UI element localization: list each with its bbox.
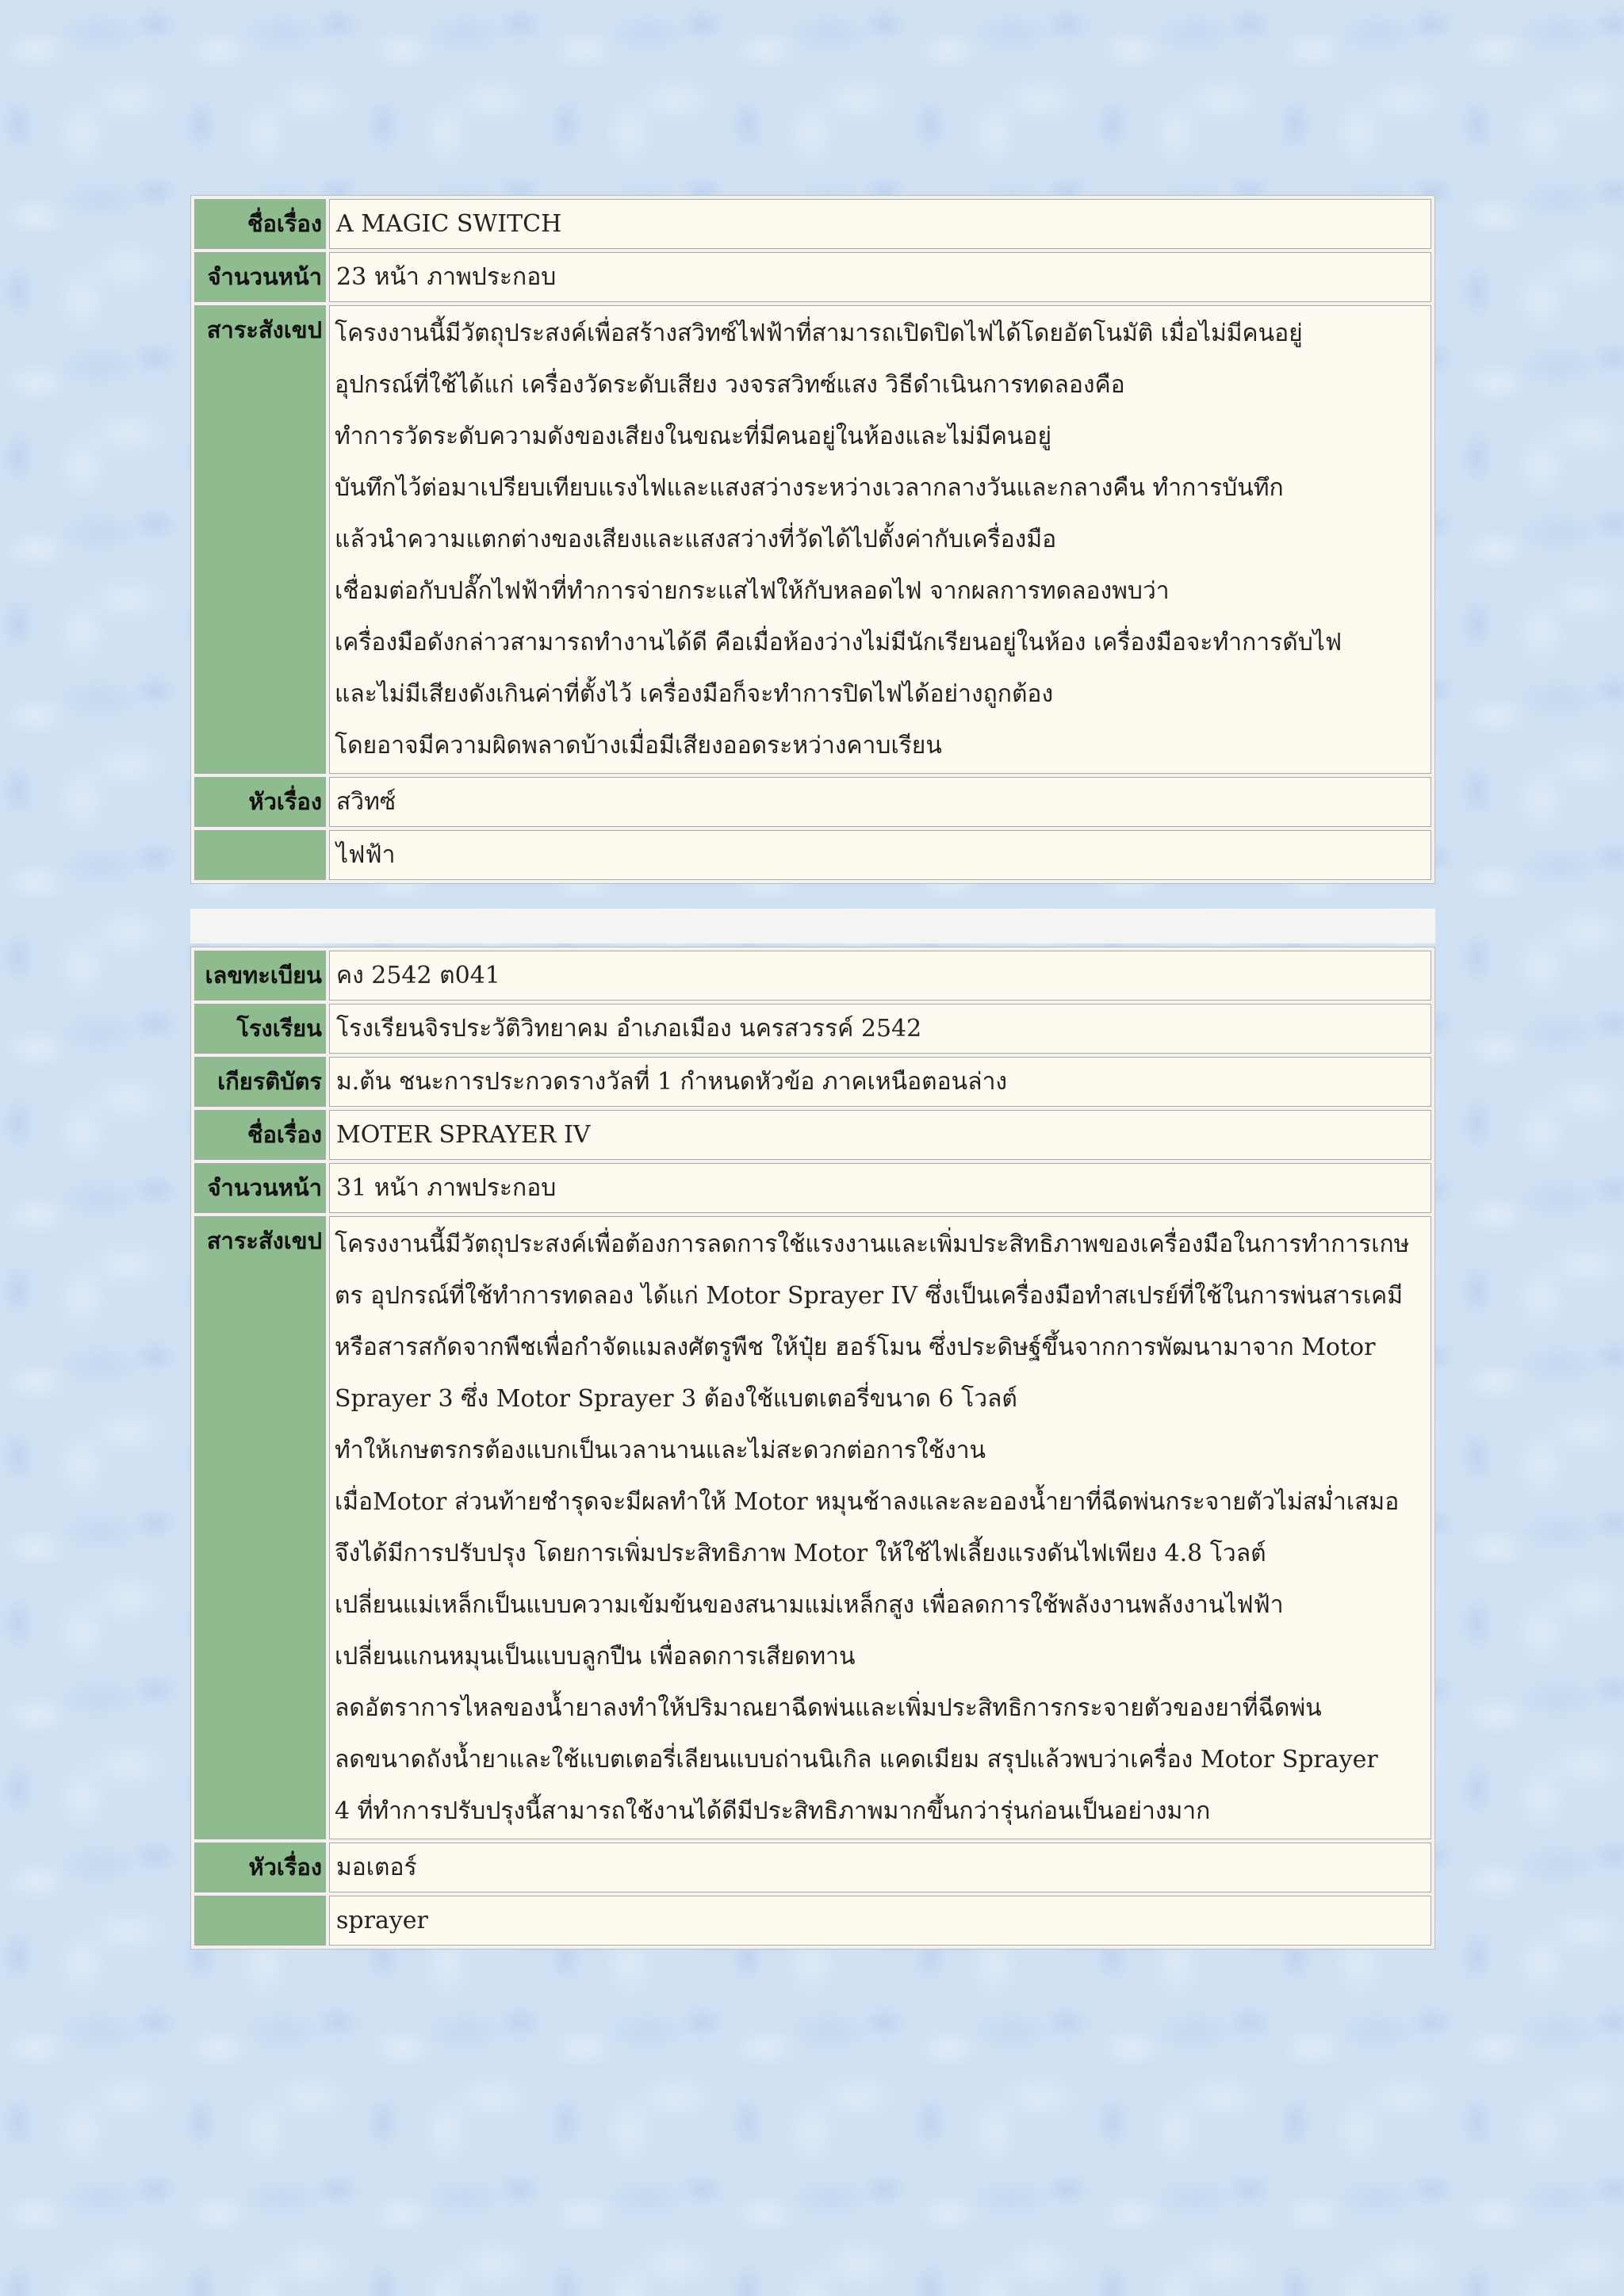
abstract-label: สาระสังเขป — [194, 1216, 326, 1839]
school-label: โรงเรียน — [194, 1004, 326, 1054]
record-2-award-row — [194, 1057, 1431, 1107]
record-2-subject-row-2 — [194, 1896, 1431, 1946]
record-2-table — [190, 947, 1435, 1950]
record-separator — [190, 909, 1435, 943]
call-number-label: เลขทะเบียน — [194, 951, 326, 1001]
abstract-line: ทำการวัดระดับความดังของเสียงในขณะที่มีคนอยู่ในห้องและไม่มีคนอยู่ — [335, 423, 1052, 450]
abstract-line: Sprayer 3 ซึ่ง Motor Sprayer 3 ต้องใช้แบตเตอรี่ขนาด 6 โวลต์ — [335, 1385, 1017, 1413]
record-2-title-row — [194, 1110, 1431, 1160]
abstract-line: ลดขนาดถังน้ำยาและใช้แบตเตอรี่เลียนแบบถ่านนิเกิล แคดเมียม สรุปแล้วพบว่าเครื่อง Motor Sprayer — [335, 1746, 1378, 1774]
abstract-line: ทำให้เกษตรกรต้องแบกเป็นเวลานานและไม่สะดวกต่อการใช้งาน — [335, 1437, 986, 1464]
abstract-line: เชื่อมต่อกับปลั๊กไฟฟ้าที่ทำการจ่ายกระแสไฟให้กับหลอดไฟ จากผลการทดลองพบว่า — [335, 577, 1170, 605]
award-value: ม.ต้น ชนะการประกวดรางวัลที่ 1 กำหนดหัวข้อ ภาคเหนือตอนล่าง — [329, 1057, 1431, 1107]
record-2-abstract-row — [194, 1216, 1431, 1839]
abstract-line: 4 ที่ทำการปรับปรุงนี้สามารถใช้งานได้ดีมีประสิทธิภาพมากขึ้นกว่ารุ่นก่อนเป็นอย่างมาก — [335, 1797, 1211, 1825]
abstract-line: เปลี่ยนแม่เหล็กเป็นแบบความเข้มข้นของสนามแม่เหล็กสูง เพื่อลดการใช้พลังงานพลังงานไฟฟ้า — [335, 1591, 1284, 1619]
pages-value: 23 หน้า ภาพประกอบ — [329, 252, 1431, 302]
pages-label: จำนวนหน้า — [194, 252, 326, 302]
school-value: โรงเรียนจิรประวัติวิทยาคม อำเภอเมือง นครสวรรค์ 2542 — [329, 1004, 1431, 1054]
abstract-line: และไม่มีเสียงดังเกินค่าที่ตั้งไว้ เครื่องมือก็จะทำการปิดไฟได้อย่างถูกต้อง — [335, 680, 1054, 708]
abstract-line: จึงได้มีการปรับปรุง โดยการเพิ่มประสิทธิภาพ Motor ให้ใช้ไฟเลี้ยงแรงดันไฟเพียง 4.8 โวลต์ — [335, 1540, 1266, 1567]
record-1-subject-row-2 — [194, 830, 1431, 880]
title-value: A MAGIC SWITCH — [329, 199, 1431, 249]
title-value: MOTER SPRAYER IV — [329, 1110, 1431, 1160]
title-label: ชื่อเรื่อง — [194, 199, 326, 249]
record-1-table — [190, 195, 1435, 884]
pages-value: 31 หน้า ภาพประกอบ — [329, 1163, 1431, 1213]
subject-label-empty — [194, 830, 326, 880]
record-1-title-row — [194, 199, 1431, 249]
record-2-pages-row — [194, 1163, 1431, 1213]
record-1-subject-row — [194, 777, 1431, 827]
subject-value: sprayer — [329, 1896, 1431, 1946]
title-label: ชื่อเรื่อง — [194, 1110, 326, 1160]
abstract-line: เมื่อMotor ส่วนท้ายชำรุดจะมีผลทำให้ Motor หมุนช้าลงและละอองน้ำยาที่ฉีดพ่นกระจายตัวไม่สม่ำเสมอ — [335, 1488, 1400, 1516]
abstract-line: เครื่องมือดังกล่าวสามารถทำงานได้ดี คือเมื่อห้องว่างไม่มีนักเรียนอยู่ในห้อง เครื่องมือจะทำการดับไฟ — [335, 629, 1342, 656]
call-number-value: คง 2542 ต041 — [329, 951, 1431, 1001]
record-2-school-row — [194, 1004, 1431, 1054]
record-2-subject-row — [194, 1843, 1431, 1892]
record-1 — [190, 195, 1435, 884]
abstract-line: โครงงานนี้มีวัตถุประสงค์เพื่อต้องการลดการใช้แรงงานและเพิ่มประสิทธิภาพของเครื่องมือในการทำการเกษ — [335, 1230, 1410, 1258]
abstract-line: อุปกรณ์ที่ใช้ได้แก่ เครื่องวัดระดับเสียง วงจรสวิทซ์แสง วิธีดำเนินการทดลองคือ — [335, 371, 1125, 399]
abstract-line: ลดอัตราการไหลของน้ำยาลงทำให้ปริมาณยาฉีดพ่นและเพิ่มประสิทธิการกระจายตัวของยาที่ฉีดพ่น — [335, 1694, 1322, 1722]
abstract-text — [329, 1216, 1431, 1839]
abstract-line: บันทึกไว้ต่อมาเปรียบเทียบแรงไฟและแสงสว่างระหว่างเวลากลางวันและกลางคืน ทำการบันทึก — [335, 474, 1284, 502]
subject-value: ไฟฟ้า — [329, 830, 1431, 880]
abstract-line: หรือสารสกัดจากพืชเพื่อกำจัดแมลงศัตรูพืช ให้ปุ๋ย ฮอร์โมน ซึ่งประดิษฐ์ขึ้นจากการพัฒนามาจาก Motor — [335, 1334, 1376, 1361]
subject-value: มอเตอร์ — [329, 1843, 1431, 1892]
abstract-label: สาระสังเขป — [194, 305, 326, 774]
subject-label-empty — [194, 1896, 326, 1946]
award-label: เกียรติบัตร — [194, 1057, 326, 1107]
abstract-line: โครงงานนี้มีวัตถุประสงค์เพื่อสร้างสวิทซ์ไฟฟ้าที่สามารถเปิดปิดไฟได้โดยอัตโนมัติ เมื่อไม่มีคนอยู่ — [335, 320, 1303, 347]
abstract-line: เปลี่ยนแกนหมุนเป็นแบบลูกปืน เพื่อลดการเสียดทาน — [335, 1643, 856, 1670]
record-1-pages-row — [194, 252, 1431, 302]
abstract-line: ตร อุปกรณ์ที่ใช้ทำการทดลอง ได้แก่ Motor Sprayer IV ซึ่งเป็นเครื่องมือทำสเปรย์ที่ใช้ในการพ่นสารเคมี — [335, 1282, 1404, 1310]
abstract-text — [329, 305, 1431, 774]
abstract-line: โดยอาจมีความผิดพลาดบ้างเมื่อมีเสียงออดระหว่างคาบเรียน — [335, 732, 942, 760]
record-1-abstract-row — [194, 305, 1431, 774]
subject-value: สวิทซ์ — [329, 777, 1431, 827]
record-2-call-number-row — [194, 951, 1431, 1001]
pages-label: จำนวนหน้า — [194, 1163, 326, 1213]
record-2 — [190, 947, 1435, 1950]
subject-label: หัวเรื่อง — [194, 777, 326, 827]
subject-label: หัวเรื่อง — [194, 1843, 326, 1892]
abstract-line: แล้วนำความแตกต่างของเสียงและแสงสว่างที่วัดได้ไปตั้งค่ากับเครื่องมือ — [335, 526, 1057, 553]
